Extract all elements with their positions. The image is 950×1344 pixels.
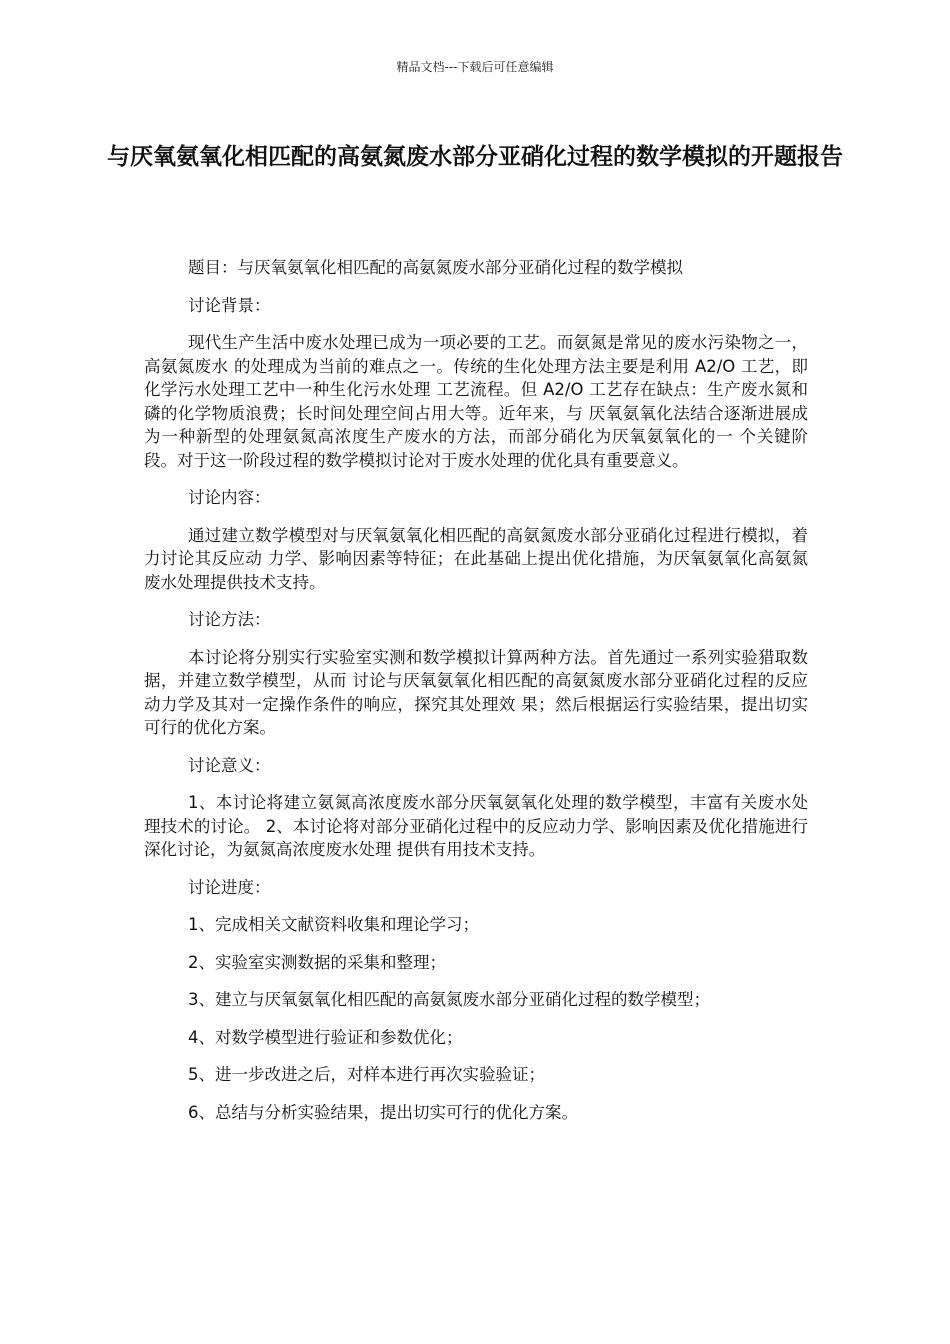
background-heading: 讨论背景： [188,295,271,315]
content-paragraph: 通过建立数学模型对与厌氧氨氧化相匹配的高氨氮废水部分亚硝化过程进行模拟，着力讨论其反应动 力学、影响因素等特征；在此基础上提出优化措施，为厌氧氨氧化高氨氮废水处理提供技术支持。 [144,525,808,592]
method-paragraph: 本讨论将分别实行实验室实测和数学模拟计算两种方法。首先通过一系列实验猎取数据，并建立数学模型，从而 讨论与厌氧氨氧化相匹配的高氨氮废水部分亚硝化过程的反应动力学及其对一定操作条件的响应，探究其处理效 果；然后根据运行实验结果，提出切实可行的优化方案。 [144,647,808,737]
progress-item: 5、进一步改进之后，对样本进行再次实验验证； [188,1065,545,1084]
topic-line: 题目：与厌氧氨氧化相匹配的高氨氮废水部分亚硝化过程的数学模拟 [188,258,683,277]
method-heading: 讨论方法： [188,610,271,629]
progress-item: 2、实验室实测数据的采集和整理； [188,952,446,972]
background-paragraph: 现代生产生活中废水处理已成为一项必要的工艺。而氨氮是常见的废水污染物之一，高氨氮废水 的处理成为当前的难点之一。传统的生化处理方法主要是利用 A2/O 工艺，即化学污水处理工艺中一种生化污水处理 工艺流程。但 A2/O 工艺存在缺点：生产废水氮和磷的化学物质浪费；长时间处理空间占用大等。近年来，与 厌氧氨氧化法结合逐渐进展成为一种新型的处理氨氮高浓度生产废水的方法，而部分硝化为厌氧氨氧化的一 个关键阶段。对于这一阶段过程的数学模拟讨论对于废水处理的优化具有重要意义。 [144,333,808,470]
progress-heading: 讨论进度： [188,877,271,897]
content-heading: 讨论内容： [188,488,271,507]
document-title: 与厌氧氨氧化相匹配的高氨氮废水部分亚硝化过程的数学模拟的开题报告 [107,144,843,170]
progress-item: 4、对数学模型进行验证和参数优化； [188,1027,463,1047]
significance-paragraph: 1、本讨论将建立氨氮高浓度废水部分厌氧氨氧化处理的数学模型，丰富有关废水处理技术的讨论。 2、本讨论将对部分亚硝化过程中的反应动力学、影响因素及优化措施进行深化讨论，为氨氮高浓度废水处理 提供有用技术支持。 [144,793,808,859]
page-header: 精品文档---下载后可任意编辑 [396,60,554,74]
progress-item: 1、完成相关文献资料收集和理论学习； [188,915,479,934]
document-body [144,256,808,1138]
progress-item: 3、建立与厌氧氨氧化相匹配的高氨氮废水部分亚硝化过程的数学模型； [188,990,710,1009]
significance-heading: 讨论意义： [188,755,271,775]
progress-item: 6、总结与分析实验结果，提出切实可行的优化方案。 [188,1102,578,1122]
